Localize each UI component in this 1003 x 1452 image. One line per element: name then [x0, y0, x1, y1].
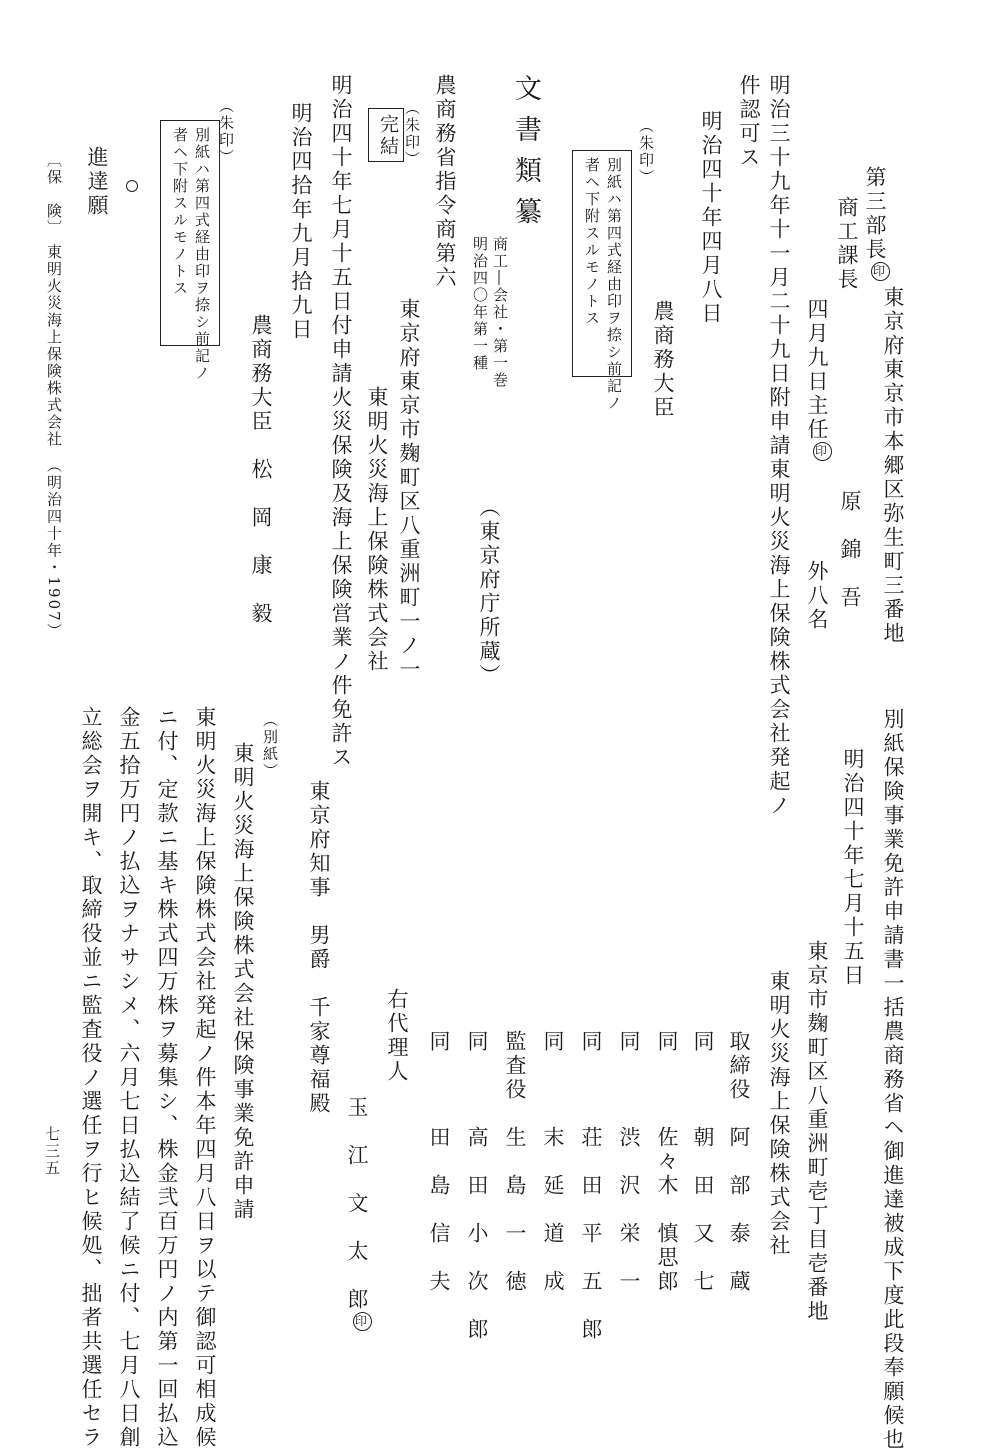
note-box — [160, 120, 220, 382]
approval-text-cont: 件認可ス — [737, 74, 761, 170]
company-address: 東京市麹町区八重洲町壱丁目壱番地 — [805, 940, 829, 1324]
approval-date: 明治四十年四月八日 — [699, 110, 723, 326]
department-head-label — [864, 166, 890, 281]
request-date: 明治四十年七月十五日 — [841, 748, 865, 988]
document-title: 文書類纂 — [510, 74, 541, 238]
body-text-line: 立総会ヲ開キ、取締役並ニ監査役ノ選任ヲ行ヒ候処、拙者共選任セラ — [79, 706, 103, 1450]
seal-mark: 印 — [813, 442, 832, 461]
note-line: 者ヘ下附スルモノトス — [583, 157, 601, 327]
address-line: 東京府東京市本郷区弥生町三番地 — [881, 286, 905, 646]
note-line: 別紙ハ第四式経由印ヲ捺シ前記ノ — [193, 127, 211, 382]
seal-mark: 印 — [353, 1312, 372, 1331]
completed-label: 完結 — [377, 114, 399, 158]
red-seal-note: （朱印） — [403, 100, 421, 168]
category-label: 〔保 険〕 — [45, 152, 63, 237]
approval-text: 明治三十九年十一月二十九日附申請東明火災海上保険株式会社発起ノ — [767, 74, 791, 818]
forwarding-request: 進達願 — [85, 146, 109, 218]
section-chief-label: 商工課長 — [835, 196, 859, 292]
agent-name-text: 玉 江 文 太 郎 — [345, 1096, 369, 1312]
note-line: 者ヘ下附スルモノトス — [171, 127, 189, 297]
attachment-label: （別紙） — [261, 712, 279, 780]
minister-title: 農商務大臣 — [651, 300, 675, 420]
red-seal-note: （朱印） — [217, 98, 235, 166]
auditor-row: 同 高 田 小 次 郎 — [465, 1030, 489, 1342]
license-text: 明治四十年七月十五日付申請火災保険及海上保険営業ノ件免許ス — [329, 74, 353, 770]
addressee: 東京府知事 男爵 千家尊福殿 — [307, 780, 331, 1116]
license-date: 明治四拾年九月拾九日 — [289, 102, 313, 342]
others-count: 外八名 — [805, 560, 829, 632]
volume-label: 商工―会社・第一巻 — [491, 236, 509, 389]
company-name: 東明火災海上保険株式会社 — [365, 386, 389, 674]
auditor-row: 監査役 生 島 一 徳 — [503, 1030, 527, 1294]
request-text: 別紙保険事業免許申請書一括農商務省ヘ御進達被成下度此段奉願候也 — [881, 708, 905, 1452]
officer-row: 同 朝 田 又 七 — [691, 1030, 715, 1294]
archive-source: （東京府庁所蔵） — [477, 496, 501, 688]
body-text-line: ニ付、定款ニ基キ株式四万株ヲ募集シ、株金弐百万円ノ内第一回払込 — [155, 706, 179, 1450]
agent-name — [346, 1096, 372, 1331]
date-officer-text: 四月九日主任 — [805, 298, 829, 442]
company-header: 東明火災海上保険株式会社 （明治四十年・1907） — [45, 244, 63, 640]
body-text-line: 金五拾万円ノ払込ヲナサシメ、六月七日払込結了候ニ付、七月八日創 — [117, 706, 141, 1450]
attachment-title: 東明火災海上保険株式会社保険事業免許申請 — [231, 742, 255, 1222]
note-line: 別紙ハ第四式経由印ヲ捺シ前記ノ — [605, 157, 623, 412]
completed-box — [368, 108, 404, 162]
minister-signature: 農商務大臣 松 岡 康 毅 — [249, 314, 273, 626]
red-seal-note: （朱印） — [637, 118, 655, 186]
officer-row: 同 渋 沢 栄 一 — [617, 1030, 641, 1294]
seal-mark: 印 — [871, 262, 890, 281]
officer-row: 同 佐々木 慎思郎 — [655, 1030, 679, 1294]
applicant-name: 原 錦 吾 — [838, 490, 862, 610]
officer-row: 同 荘 田 平 五 郎 — [579, 1030, 603, 1342]
date-officer — [806, 298, 832, 461]
auditor-row: 同 田 島 信 夫 — [427, 1030, 451, 1294]
note-box — [572, 150, 632, 412]
company-name: 東明火災海上保険株式会社 — [767, 970, 791, 1258]
body-text-line: 東明火災海上保険株式会社発起ノ件本年四月八日ヲ以テ御認可相成候 — [193, 706, 217, 1450]
volume-year: 明治四〇年第一種 — [471, 236, 489, 372]
instruction-number: 農商務省指令商第六 — [433, 74, 457, 290]
officer-row: 同 末 延 道 成 — [541, 1030, 565, 1294]
officer-row: 取締役 阿 部 泰 蔵 — [727, 1030, 751, 1294]
circle-mark-icon — [126, 180, 138, 192]
agent-label: 右代理人 — [385, 988, 409, 1084]
page-number: 七三五 — [43, 1126, 61, 1177]
department-head-text: 第三部長 — [863, 166, 887, 262]
company-address: 東京府東京市麹町区八重洲町一ノ一 — [397, 298, 421, 682]
